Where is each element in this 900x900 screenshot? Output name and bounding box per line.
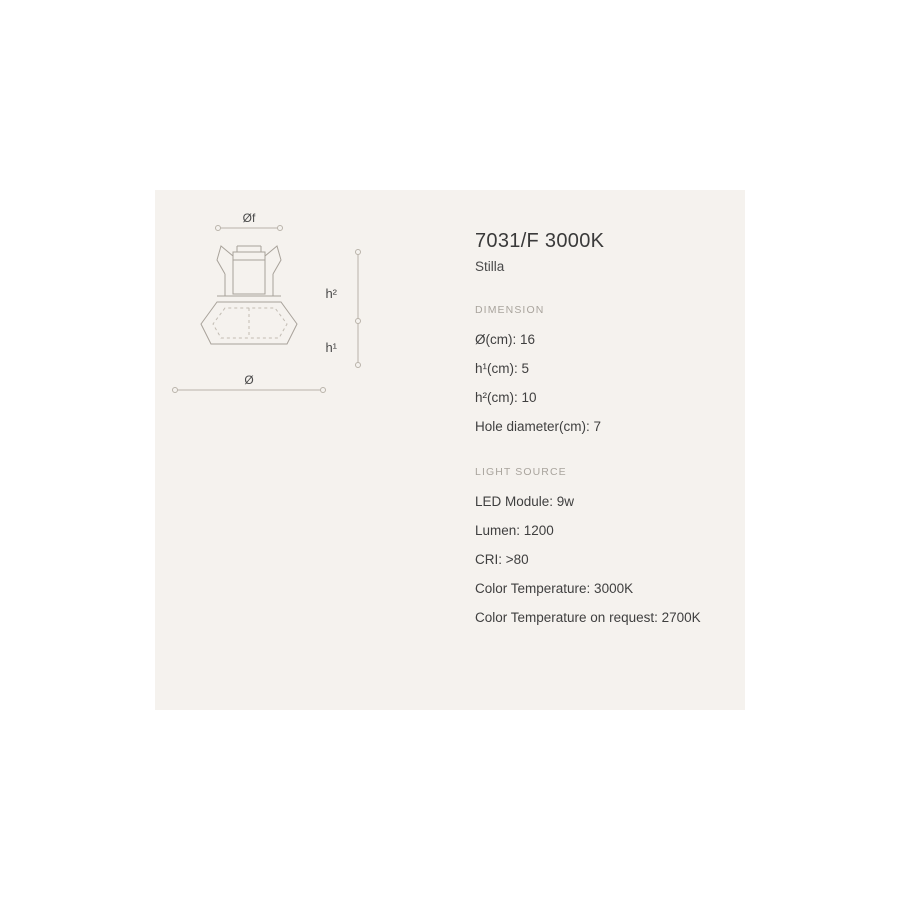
label-top-diameter: Øf	[242, 211, 256, 225]
product-name: Stilla	[475, 259, 505, 274]
dimension-line-bottom	[173, 388, 326, 393]
dimension-line-top	[216, 226, 283, 231]
label-height-lower: h¹	[325, 340, 337, 355]
spec-height-1: h¹(cm): 5	[475, 361, 529, 376]
spec-cri: CRI: >80	[475, 552, 529, 567]
dimension-section-title: DIMENSION	[475, 304, 545, 316]
fixture-diffuser-inner	[213, 308, 287, 338]
product-code: 7031/F 3000K	[475, 230, 605, 252]
dimension-group	[475, 304, 745, 434]
dimension-line-vertical	[356, 250, 361, 368]
label-bottom-diameter: Ø	[244, 373, 254, 387]
product-spec-card	[155, 190, 745, 710]
spec-color-temperature: Color Temperature: 3000K	[475, 581, 634, 596]
label-height-upper: h²	[325, 286, 337, 301]
spec-led-module: LED Module: 9w	[475, 494, 575, 509]
product-technical-drawing	[155, 190, 415, 450]
spec-color-temperature-on-request: Color Temperature on request: 2700K	[475, 610, 701, 625]
product-specifications	[475, 230, 745, 639]
light-source-group	[475, 466, 745, 625]
spec-height-2: h²(cm): 10	[475, 390, 537, 405]
spec-hole-diameter: Hole diameter(cm): 7	[475, 419, 602, 434]
light-source-section-title: LIGHT SOURCE	[475, 466, 567, 478]
spec-diameter: Ø(cm): 16	[475, 332, 536, 347]
spec-lumen: Lumen: 1200	[475, 523, 554, 538]
